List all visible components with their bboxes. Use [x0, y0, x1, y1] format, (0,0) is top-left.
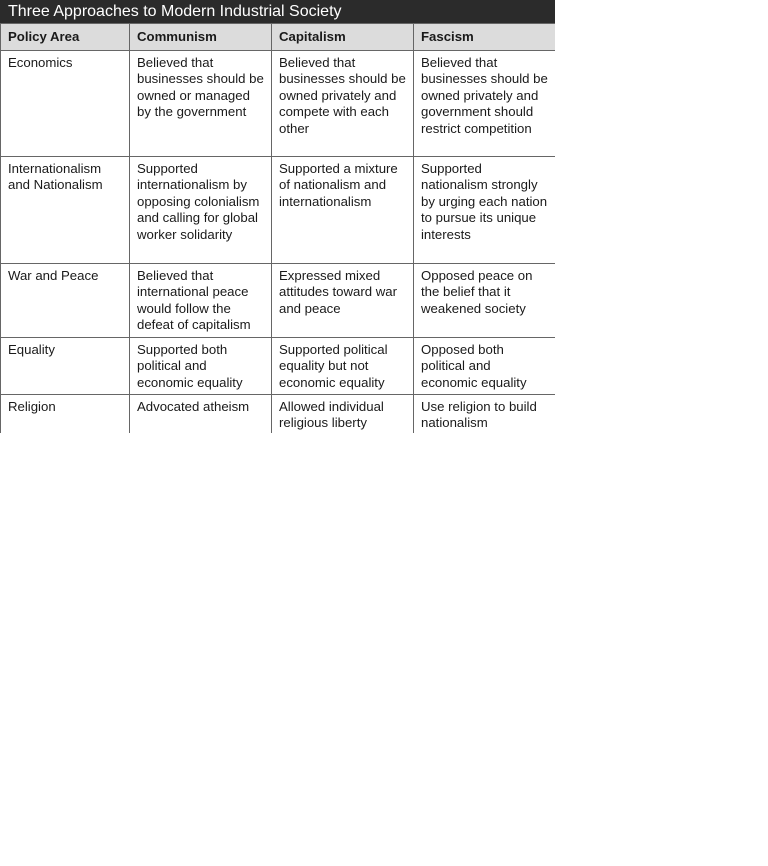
cell-capitalism-religion: Allowed individual religious liberty — [272, 395, 414, 434]
row-label-internationalism: Internationalism and Nationalism — [1, 157, 130, 264]
row-label-economics: Economics — [1, 51, 130, 157]
cell-communism-religion: Advocated atheism — [130, 395, 272, 434]
cell-communism-economics: Believed that businesses should be owned or managed by the government — [130, 51, 272, 157]
row-label-equality: Equality — [1, 338, 130, 395]
table-row — [1, 264, 556, 338]
document-figure — [0, 0, 555, 433]
row-label-war-and-peace: War and Peace — [1, 264, 130, 338]
table-row — [1, 338, 556, 395]
cell-communism-equality: Supported both political and economic equality — [130, 338, 272, 395]
header-capitalism: Capitalism — [272, 24, 414, 51]
comparison-table — [0, 23, 555, 433]
cell-capitalism-war-and-peace: Expressed mixed attitudes toward war and peace — [272, 264, 414, 338]
cell-fascism-religion: Use religion to build nationalism — [414, 395, 556, 434]
cell-capitalism-economics: Believed that businesses should be owned privately and compete with each other — [272, 51, 414, 157]
row-label-religion: Religion — [1, 395, 130, 434]
table-row — [1, 157, 556, 264]
cell-fascism-internationalism: Supported nationalism strongly by urging each nation to pursue its unique interests — [414, 157, 556, 264]
table-title: Three Approaches to Modern Industrial Society — [0, 0, 555, 23]
header-policy-area: Policy Area — [1, 24, 130, 51]
table-row — [1, 395, 556, 434]
header-fascism: Fascism — [414, 24, 556, 51]
cell-capitalism-equality: Supported political equality but not economic equality — [272, 338, 414, 395]
cell-fascism-economics: Believed that businesses should be owned privately and government should restrict competition — [414, 51, 556, 157]
cell-fascism-equality: Opposed both political and economic equality — [414, 338, 556, 395]
cell-communism-internationalism: Supported internationalism by opposing colonialism and calling for global worker solidarity — [130, 157, 272, 264]
cell-communism-war-and-peace: Believed that international peace would follow the defeat of capitalism — [130, 264, 272, 338]
cell-fascism-war-and-peace: Opposed peace on the belief that it weakened society — [414, 264, 556, 338]
header-row — [1, 24, 556, 51]
cell-capitalism-internationalism: Supported a mixture of nationalism and internationalism — [272, 157, 414, 264]
table-row — [1, 51, 556, 157]
header-communism: Communism — [130, 24, 272, 51]
